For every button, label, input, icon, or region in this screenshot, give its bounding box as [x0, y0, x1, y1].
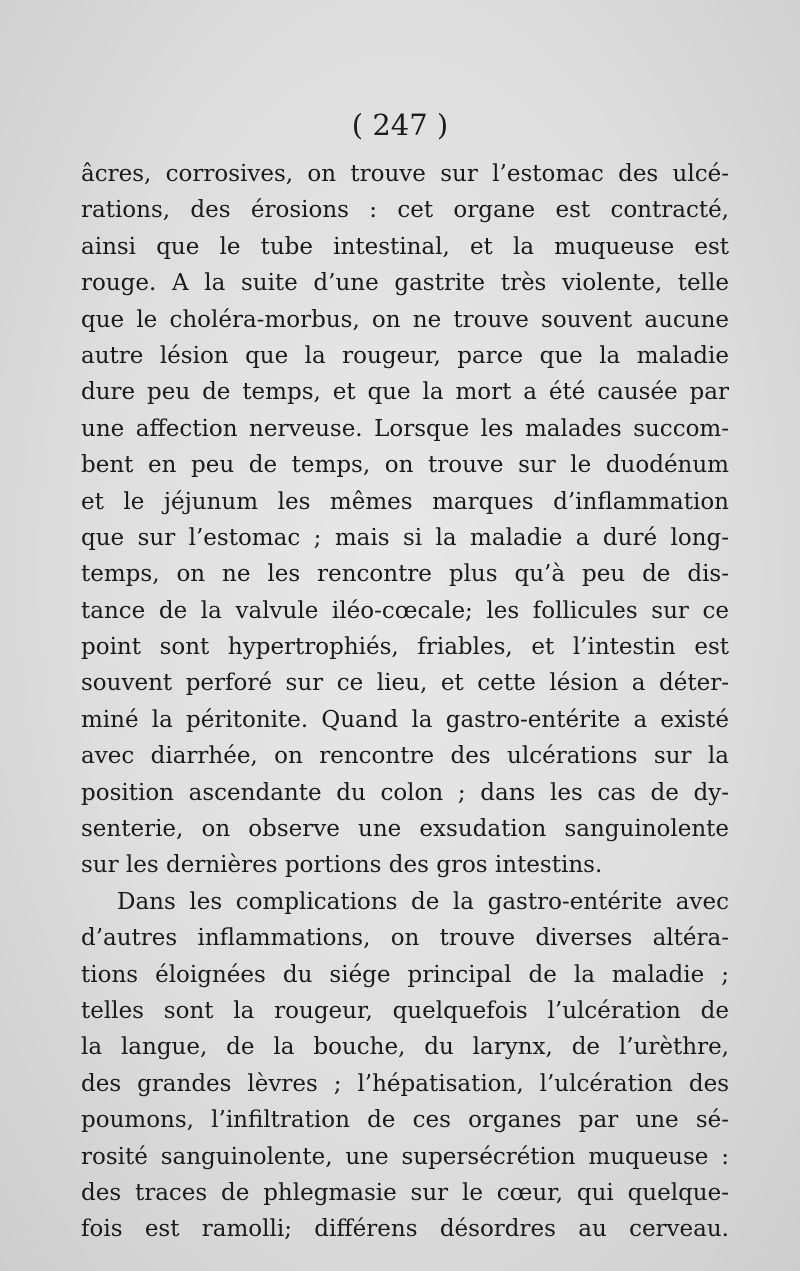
page-number: ( 247 ) [351, 108, 449, 142]
text-line: position ascendante du colon ; dans les cas de dy- [81, 779, 729, 806]
text-line: des grandes lèvres ; l’hépatisation, l’ulcération des [81, 1070, 729, 1097]
text-line: rosité sanguinolente, une supersécrétion muqueuse : [81, 1143, 729, 1170]
text-line: poumons, l’infiltration de ces organes par une sé- [81, 1107, 729, 1134]
text-line: souvent perforé sur ce lieu, et cette lésion a déter- [81, 670, 729, 697]
text-line: ainsi que le tube intestinal, et la muqueuse est [81, 233, 729, 260]
text-line: tance de la valvule iléo-cœcale; les follicules sur ce [81, 597, 729, 624]
body-text [81, 156, 729, 1248]
text-line: point sont hypertrophiés, friables, et l’intestin est [81, 634, 729, 661]
text-line: tions éloignées du siége principal de la maladie ; [81, 961, 729, 988]
text-line: telles sont la rougeur, quelquefois l’ulcération de [81, 997, 729, 1024]
text-line: temps, on ne les rencontre plus qu’à peu de dis- [81, 561, 729, 588]
text-line: rations, des érosions : cet organe est contracté, [81, 197, 729, 224]
text-line: une affection nerveuse. Lorsque les malades succom- [81, 415, 729, 442]
text-line: avec diarrhée, on rencontre des ulcérations sur la [81, 743, 729, 770]
text-line: que sur l’estomac ; mais si la maladie a duré long- [81, 524, 729, 551]
text-line: miné la péritonite. Quand la gastro-entérite a existé [81, 706, 729, 733]
text-line: des traces de phlegmasie sur le cœur, qui quelque- [81, 1179, 729, 1206]
text-line: bent en peu de temps, on trouve sur le duodénum [81, 452, 729, 479]
text-line: autre lésion que la rougeur, parce que la maladie [81, 342, 729, 369]
text-line-paragraph-end: sur les dernières portions des gros intestins. [81, 852, 603, 879]
text-line: fois est ramolli; différens désordres au cerveau. [81, 1216, 729, 1243]
text-line: senterie, on observe une exsudation sanguinolente [81, 816, 729, 843]
text-line: d’autres inflammations, on trouve diverses altéra- [81, 925, 729, 952]
text-line: rouge. A la suite d’une gastrite très violente, telle [81, 270, 729, 297]
text-line: âcres, corrosives, on trouve sur l’estomac des ulcé- [81, 161, 729, 187]
text-line-paragraph-start: Dans les complications de la gastro-entérite avec [117, 888, 729, 915]
text-line: que le choléra-morbus, on ne trouve souvent aucune [81, 306, 729, 333]
text-line: la langue, de la bouche, du larynx, de l’urèthre, [81, 1034, 729, 1061]
text-line: et le jéjunum les mêmes marques d’inflammation [81, 488, 729, 515]
text-line: dure peu de temps, et que la mort a été causée par [81, 379, 729, 406]
